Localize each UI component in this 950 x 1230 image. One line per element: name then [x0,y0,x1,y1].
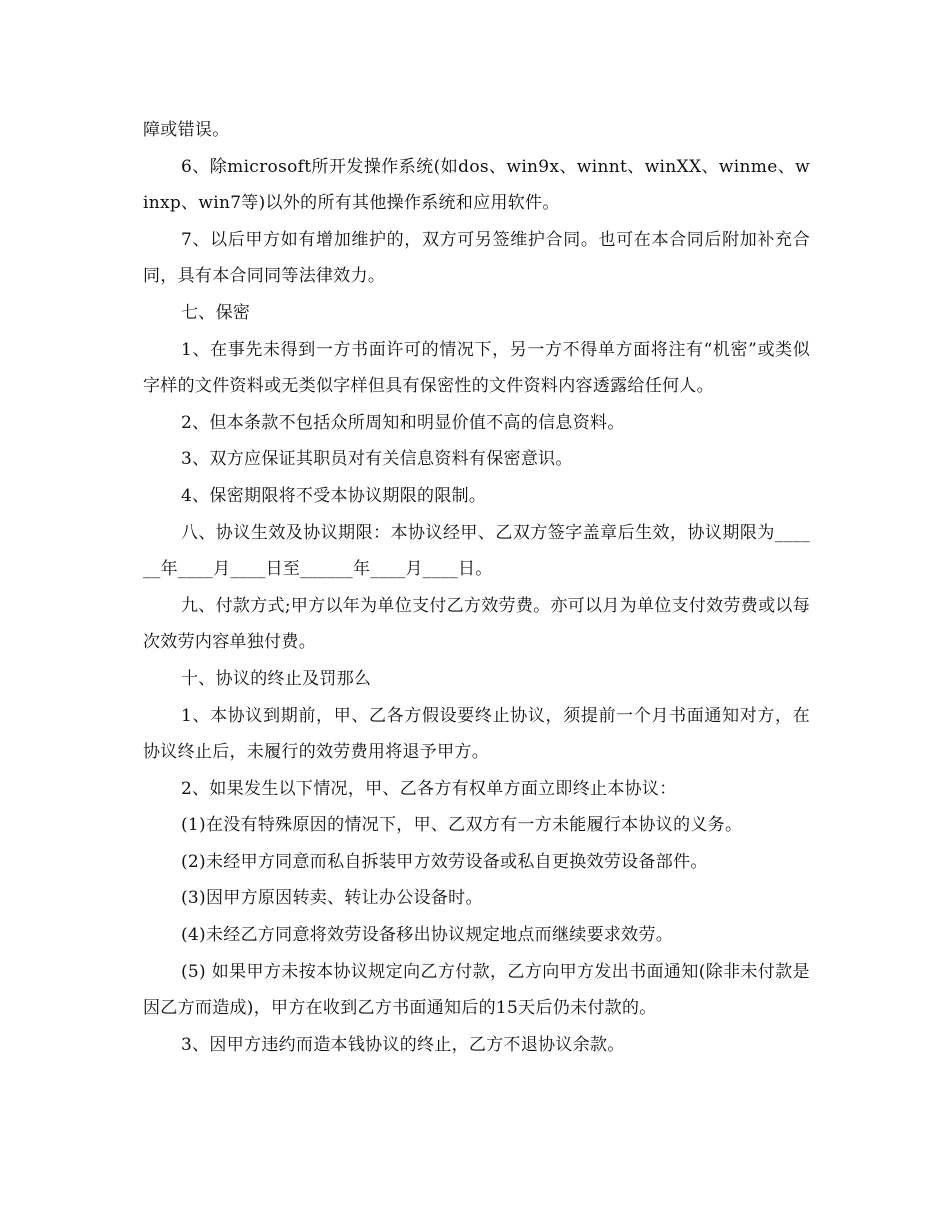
paragraph-fault-continuation: 障或错误。 [143,120,230,140]
document-body [143,112,810,1063]
paragraph-item-7-maintenance: 7、以后甲方如有增加维护的，双方可另签维护合同。也可在本合同后附加补充合同，具有本合同同等法律效力。 [143,229,810,287]
paragraph-item-6-os: 6、除microsoft所开发操作系统(如dos、win9x、winnt、winXX、winme、winxp、win7等)以外的所有其他操作系统和应用软件。 [143,156,810,214]
section-heading-confidentiality: 七、保密 [181,302,251,323]
paragraph-termination-1: 1、本协议到期前，甲、乙各方假设要终止协议，须提前一个月书面通知对方，在协议终止后，未履行的效劳费用将退予甲方。 [143,705,810,763]
paragraph-termination-3: 3、因甲方违约而造本钱协议的终止，乙方不退协议余款。 [181,1034,625,1055]
list-item-condition-2: (2)未经甲方同意而私自拆装甲方效劳设备或私自更换效劳设备部件。 [181,851,708,872]
paragraph-confidentiality-3: 3、双方应保证其职员对有关信息资料有保密意识。 [181,449,573,470]
list-item-condition-1: (1)在没有特殊原因的情况下，甲、乙双方有一方未能履行本协议的义务。 [181,815,743,836]
paragraph-confidentiality-1: 1、在事先未得到一方书面许可的情况下，另一方不得单方面将注有“机密”或类似字样的文件资料或无类似字样但具有保密性的文件资料内容透露给任何人。 [143,339,810,397]
section-heading-termination: 十、协议的终止及罚那么 [181,668,372,689]
section-payment-method: 九、付款方式;甲方以年为单位支付乙方效劳费。亦可以月为单位支付效劳费或以每次效劳内容单独付费。 [143,595,810,653]
paragraph-termination-2: 2、如果发生以下情况，甲、乙各方有权单方面立即终止本协议： [181,778,677,799]
section-effective-term: 八、协议生效及协议期限：本协议经甲、乙双方签字盖章后生效，协议期限为______年____月____日至______年____月____日。 [143,522,810,580]
list-item-condition-5: (5) 如果甲方未按本协议规定向乙方付款，乙方向甲方发出书面通知(除非未付款是因乙方而造成)，甲方在收到乙方书面通知后的15天后仍未付款的。 [143,961,810,1019]
list-item-condition-3: (3)因甲方原因转卖、转让办公设备时。 [181,888,483,909]
paragraph-confidentiality-2: 2、但本条款不包括众所周知和明显价值不高的信息资料。 [181,412,625,433]
paragraph-confidentiality-4: 4、保密期限将不受本协议期限的限制。 [181,485,487,506]
list-item-condition-4: (4)未经乙方同意将效劳设备移出协议规定地点而继续要求效劳。 [181,925,674,946]
